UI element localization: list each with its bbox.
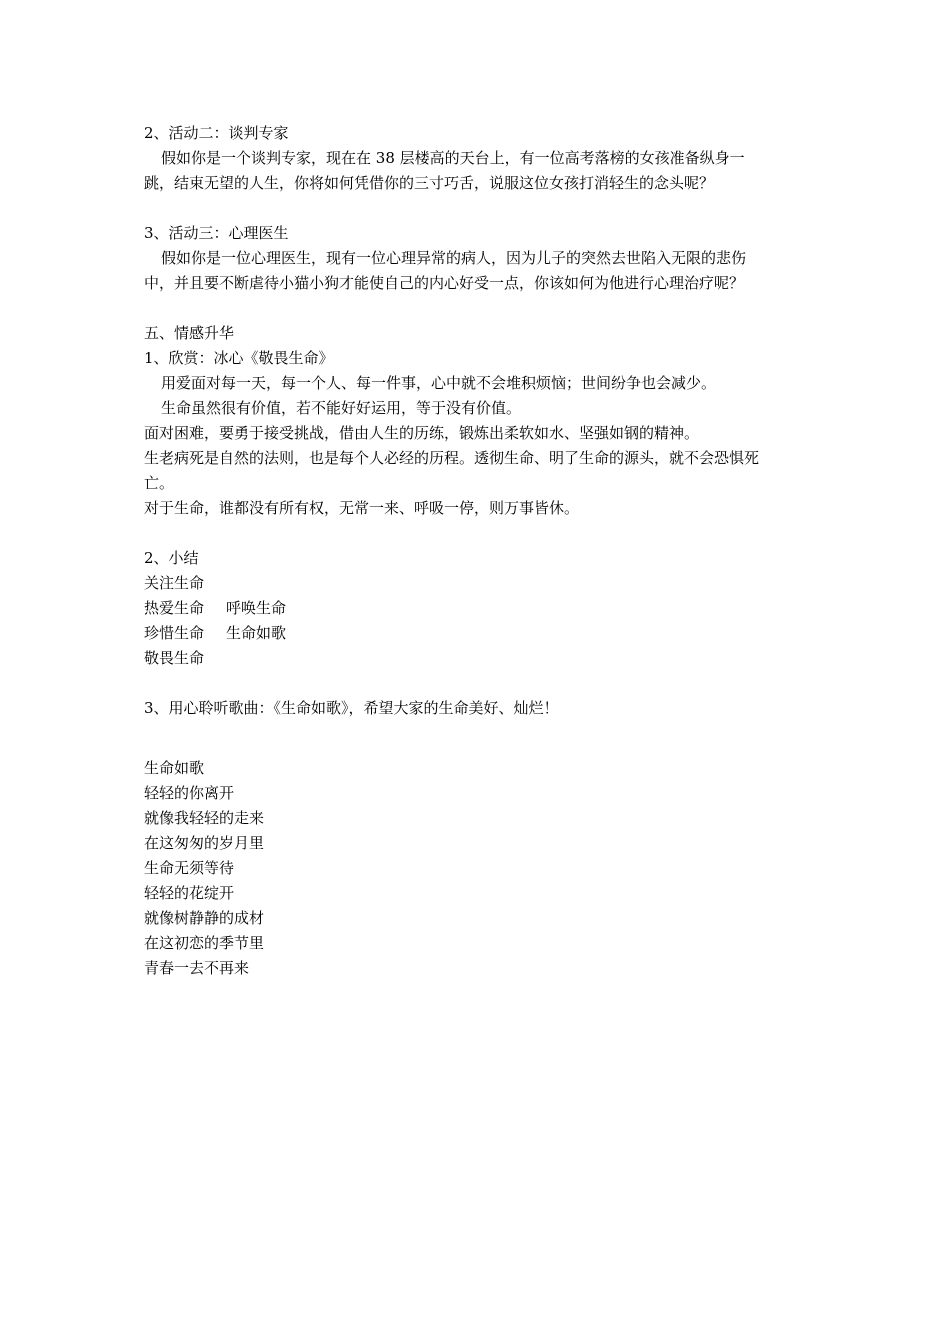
lyrics-line: 青春一去不再来 (144, 959, 250, 977)
blank-line (144, 521, 808, 546)
lyrics-line: 就像树静静的成材 (144, 909, 265, 927)
summary-row (144, 646, 808, 671)
activity2-paragraph-line1: 假如你是一个谈判专家，现在在 38 层楼高的天台上，有一位高考落榜的女孩准备纵身一 (161, 149, 745, 167)
section5-heading: 五、情感升华 (144, 324, 235, 342)
summary-item: 敬畏生命 (144, 649, 205, 667)
document-body (144, 121, 808, 981)
summary-item: 热爱生命 (144, 599, 205, 617)
lyrics-title: 生命如歌 (144, 759, 205, 777)
activity3-heading: 3、活动三：心理医生 (144, 224, 289, 242)
blank-line (144, 721, 808, 746)
appreciation-heading: 1、欣赏：冰心《敬畏生命》 (144, 349, 334, 367)
activity2-paragraph-line2: 跳，结束无望的人生，你将如何凭借你的三寸巧舌，说服这位女孩打消轻生的念头呢？ (144, 174, 715, 192)
blank-line (144, 196, 808, 221)
song-intro: 3、用心聆听歌曲：《生命如歌》，希望大家的生命美好、灿烂！ (144, 699, 559, 717)
appreciation-line: 面对困难，要勇于接受挑战，借由人生的历练，锻炼出柔软如水、坚强如钢的精神。 (144, 424, 700, 442)
spacer (144, 746, 808, 756)
lyrics-line: 就像我轻轻的走来 (144, 809, 265, 827)
appreciation-line: 生老病死是自然的法则，也是每个人必经的历程。透彻生命、明了生命的源头，就不会恐惧死 (144, 449, 760, 467)
blank-line (144, 671, 808, 696)
lyrics-line: 轻轻的你离开 (144, 784, 235, 802)
activity3-paragraph-line2: 中，并且要不断虐待小猫小狗才能使自己的内心好受一点，你该如何为他进行心理治疗呢？ (144, 274, 745, 292)
summary-row (144, 571, 808, 596)
summary-item: 生命如歌 (226, 624, 287, 642)
appreciation-line: 生命虽然很有价值，若不能好好运用，等于没有价值。 (161, 399, 522, 417)
activity3-paragraph-line1: 假如你是一位心理医生，现有一位心理异常的病人，因为儿子的突然去世陷入无限的悲伤 (161, 249, 747, 267)
lyrics-line: 在这初恋的季节里 (144, 934, 265, 952)
summary-row (144, 621, 808, 646)
summary-item: 关注生命 (144, 574, 205, 592)
blank-line (144, 296, 808, 321)
summary-item: 珍惜生命 (144, 624, 205, 642)
appreciation-line: 亡。 (144, 474, 175, 492)
appreciation-line: 用爱面对每一天，每一个人、每一件事，心中就不会堆积烦恼；世间纷争也会减少。 (161, 374, 717, 392)
lyrics-line: 生命无须等待 (144, 859, 235, 877)
summary-row (144, 596, 808, 621)
appreciation-line: 对于生命，谁都没有所有权，无常一来、呼吸一停，则万事皆休。 (144, 499, 580, 517)
activity2-heading: 2、活动二：谈判专家 (144, 124, 289, 142)
summary-item: 呼唤生命 (226, 599, 287, 617)
lyrics-line: 轻轻的花绽开 (144, 884, 235, 902)
lyrics-line: 在这匆匆的岁月里 (144, 834, 265, 852)
summary-heading: 2、小结 (144, 549, 199, 567)
